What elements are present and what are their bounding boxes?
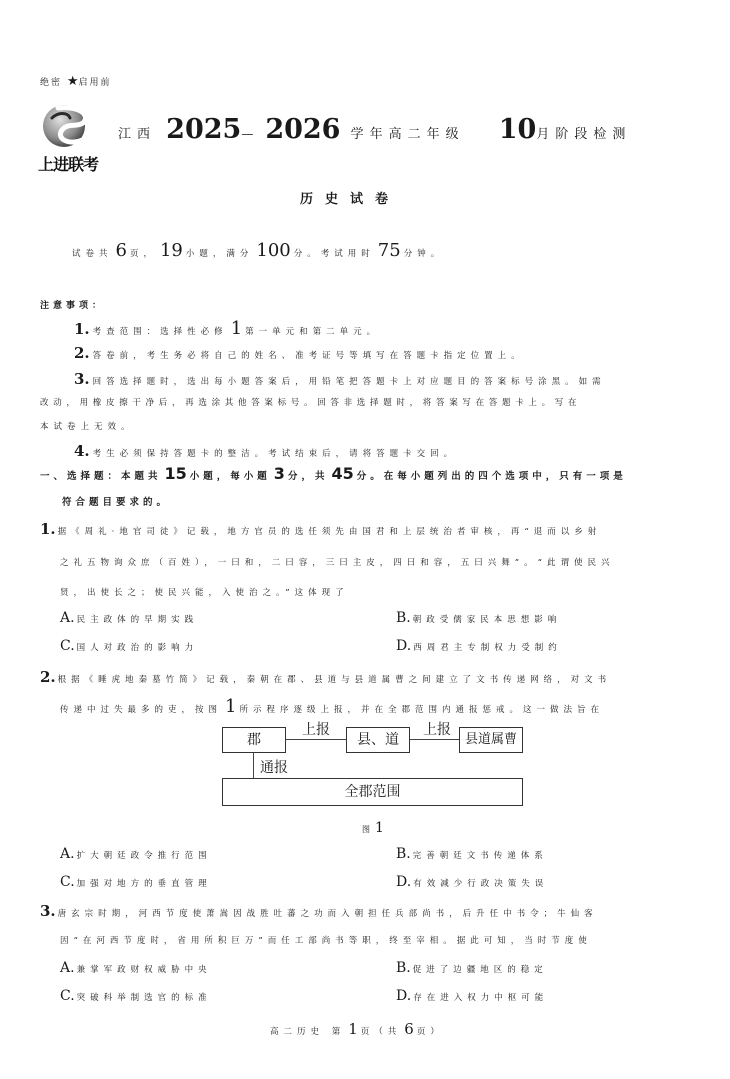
figure-ref: 1 (225, 696, 237, 717)
note-item (74, 370, 606, 388)
q3-option-d[interactable] (396, 988, 548, 1004)
option-letter: B. (396, 960, 411, 976)
exam-year-dash: — (241, 127, 254, 141)
intro-text: 小题，满分 (185, 249, 254, 259)
note-text: 答卷前，考生务必将自己的姓名、准考证号等填写在答题卡指定位置上。 (92, 351, 525, 361)
footer-text: 页（共 (360, 1027, 402, 1037)
secret-text: 绝密 (40, 78, 63, 88)
footer-text: 页） (416, 1027, 444, 1037)
secret-suffix: 启用前 (78, 78, 112, 88)
flow-label-report: 上报 (423, 722, 451, 738)
exam-region: 江西 (118, 127, 157, 142)
q3-option-c[interactable] (60, 988, 212, 1004)
option-letter: C. (60, 874, 75, 890)
footer-text: 第 (331, 1027, 346, 1037)
question-text: 传递中过失最多的吏，按图 (60, 705, 223, 715)
note-module-number: 1 (230, 318, 243, 339)
question-3-line (40, 902, 598, 920)
option-letter: C. (60, 638, 75, 654)
question-2-line (40, 668, 611, 686)
flow-box-shucao: 县道属曹 (459, 727, 523, 753)
intro-minutes: 75 (377, 240, 401, 261)
option-letter: B. (396, 610, 411, 626)
option-letter: A. (60, 960, 75, 976)
question-2-line (60, 696, 604, 717)
flow-connector (253, 753, 254, 778)
section-text: 一、选择题：本题共 (40, 471, 162, 482)
q2-option-b[interactable] (396, 846, 548, 862)
option-text: 民主政体的早期实践 (76, 615, 199, 625)
section-text: 分。在每小题列出的四个选项中，只有一项是 (356, 471, 627, 482)
star-icon: ★ (66, 74, 79, 89)
option-text: 突破科举制选官的标准 (76, 993, 212, 1003)
flow-box-jun: 郡 (222, 727, 286, 753)
q2-option-c[interactable] (60, 874, 212, 890)
flow-box-xiandao: 县、道 (346, 727, 410, 753)
option-letter: A. (60, 610, 75, 626)
exam-year-end: 2026 (265, 114, 341, 145)
section-count: 15 (164, 464, 187, 483)
q3-option-b[interactable] (396, 960, 548, 976)
note-item (74, 442, 457, 460)
notes-title: 注意事项： (40, 301, 106, 311)
note-text: 考查范围：选择性必修 (92, 327, 228, 337)
note-item (74, 318, 380, 339)
exam-grade: 学年高二年级 (350, 127, 465, 142)
option-text: 促进了边疆地区的稳定 (412, 965, 548, 975)
section-total-score: 45 (331, 464, 354, 483)
question-text: 根据《睡虎地秦墓竹简》记载，秦朝在郡、县道与县道属曹之间建立了文书传递网络，对文书 (57, 675, 612, 685)
confidential-label (40, 74, 112, 89)
page-footer (270, 1020, 444, 1038)
intro-questions: 19 (159, 240, 183, 261)
note-number: 3. (74, 370, 90, 388)
question-number: 3. (40, 902, 56, 920)
exam-title (118, 114, 631, 145)
footer-page-number: 1 (348, 1020, 358, 1038)
question-text: 据《周礼·地官司徒》记载，地方官员的选任须先由国君和上层统治者审核，再“退而以乡射 (57, 527, 602, 537)
question-1-line (40, 520, 601, 538)
option-text: 扩大朝廷政令推行范围 (76, 851, 212, 861)
option-letter: B. (396, 846, 411, 862)
option-text: 兼掌军政财权威胁中央 (76, 965, 212, 975)
section-each-score: 3 (273, 464, 285, 483)
footer-total-pages: 6 (404, 1020, 414, 1038)
question-number: 1. (40, 520, 56, 538)
note-text: 考生必须保持答题卡的整洁。考试结束后，请将答题卡交回。 (92, 449, 458, 459)
intro-text: 分。考试用时 (293, 249, 375, 259)
question-text: 所示程序逐级上报，并在全郡范围内通报惩戒。这一做法旨在 (239, 705, 604, 715)
flow-connector (286, 739, 346, 740)
option-text: 朝政受儒家民本思想影响 (412, 615, 562, 625)
option-text: 有效减少行政决策失误 (413, 879, 549, 889)
intro-pages: 6 (115, 240, 127, 261)
flow-label-report: 上报 (302, 722, 330, 738)
option-text: 加强对地方的垂直管理 (76, 879, 212, 889)
section-heading (40, 464, 627, 483)
note-text-line: 本试卷上无效。 (40, 422, 135, 432)
q1-option-a[interactable] (60, 610, 198, 626)
q2-option-d[interactable] (396, 874, 548, 890)
note-text: 第一单元和第二单元。 (245, 327, 381, 337)
option-letter: D. (396, 988, 412, 1004)
q1-option-d[interactable] (396, 638, 562, 654)
option-text: 完善朝廷文书传递体系 (412, 851, 548, 861)
option-letter: A. (60, 846, 75, 862)
q2-option-a[interactable] (60, 846, 212, 862)
note-text: 回答选择题时，选出每小题答案后，用铅笔把答题卡上对应题目的答案标号涂黑。如需 (92, 377, 606, 387)
section-text: 小题，每小题 (189, 471, 271, 482)
figure-number: 1 (375, 820, 384, 836)
option-text: 存在进入权力中枢可能 (413, 993, 549, 1003)
question-1-line: 贤，出使长之；使民兴能，入使治之。”这体现了 (60, 588, 349, 598)
exam-intro (72, 240, 444, 261)
note-number: 4. (74, 442, 90, 460)
question-1-line: 之礼五物询众庶（百姓），一曰和，二曰容，三曰主皮，四曰和容，五曰兴舞”。“此谓使民兴 (60, 558, 615, 568)
logo-emblem-icon (38, 100, 102, 150)
option-letter: D. (396, 638, 412, 654)
flow-box-whole: 全郡范围 (222, 778, 523, 806)
note-number: 1. (74, 320, 90, 338)
option-letter: C. (60, 988, 75, 1004)
exam-year-start: 2025 (166, 114, 242, 145)
exam-stage: 月阶段检测 (536, 127, 632, 142)
question-3-line: 因“在河西节度时，省用所积巨万”而任工部尚书等职，终至宰相。据此可知，当时节度使 (60, 936, 592, 946)
option-text: 国人对政治的影响力 (76, 643, 199, 653)
note-text-line: 改动，用橡皮擦干净后，再选涂其他答案标号。回答非选择题时，将答案写在答题卡上。写在 (40, 398, 582, 408)
section-heading-line2: 符合题目要求的。 (62, 497, 171, 508)
footer-text: 高二历史 (270, 1027, 325, 1037)
q1-option-b[interactable] (396, 610, 561, 626)
flow-label-notify: 通报 (260, 760, 288, 776)
flow-connector (410, 739, 459, 740)
option-letter: D. (396, 874, 412, 890)
question-number: 2. (40, 668, 56, 686)
page-title: 历史试卷 (300, 192, 401, 207)
exam-month: 10 (498, 114, 537, 145)
intro-score: 100 (256, 240, 291, 261)
intro-text: 分钟。 (403, 249, 445, 259)
option-text: 西周君主专制权力受制约 (413, 643, 562, 653)
section-text: 分，共 (287, 471, 329, 482)
note-number: 2. (74, 344, 90, 362)
intro-text: 页， (129, 249, 157, 259)
q3-option-a[interactable] (60, 960, 212, 976)
intro-text: 试卷共 (72, 249, 113, 259)
shangjin-logo (38, 100, 102, 174)
logo-text: 上进联考 (38, 155, 99, 174)
figure-label: 图 (362, 825, 370, 834)
q1-option-c[interactable] (60, 638, 198, 654)
question-text: 唐玄宗时期，河西节度使萧嵩因战胜吐蕃之功而入朝担任兵部尚书，后升任中书令；牛仙客 (57, 909, 598, 919)
figure-caption (362, 817, 384, 836)
note-item (74, 344, 525, 362)
